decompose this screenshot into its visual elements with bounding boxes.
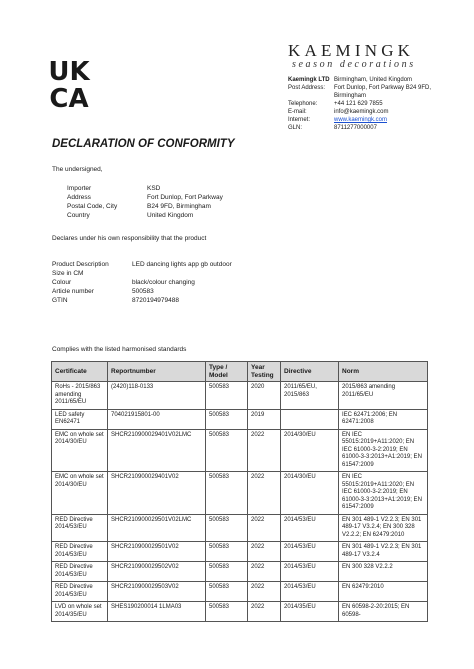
standards-table [51, 361, 428, 622]
table-cell: 2022 [248, 562, 281, 582]
table-cell: 500583 [206, 562, 248, 582]
column-header: Norm [339, 362, 428, 382]
table-cell: 2011/65/EU, 2015/863 [281, 382, 339, 410]
table-cell: 500583 [206, 582, 248, 602]
product-row-value: black/colour changing [132, 279, 195, 286]
table-row [52, 542, 428, 562]
contact-value: +44 121 629 7855 [334, 101, 383, 107]
table-cell: LED safety EN62471 [52, 409, 108, 429]
table-cell: EN 60598-2-20:2015; EN 60598- [339, 602, 428, 622]
contact-row [288, 100, 438, 108]
product-row [52, 287, 312, 296]
website-link[interactable]: www.kaemingk.com [334, 117, 388, 123]
product-row-value: 500583 [132, 288, 154, 295]
importer-row-value: Fort Dunlop, Fort Parkway [147, 194, 223, 201]
table-row [52, 514, 428, 542]
table-cell: 2022 [248, 542, 281, 562]
product-row-value: 8720194979488 [132, 297, 179, 304]
ukca-mark-icon [42, 56, 96, 110]
table-cell: SHCR210900029501V02 [108, 542, 206, 562]
contact-key: GLN: [288, 125, 303, 131]
table-cell: RED Directive 2014/53/EU [52, 542, 108, 562]
importer-row-key: Country [67, 212, 90, 219]
table-cell: 2022 [248, 514, 281, 542]
table-cell: RED Directive 2014/53/EU [52, 514, 108, 542]
table-cell: EN IEC 55015:2019+A11:2020; EN IEC 61000-3-2:2019; EN 61000-3-3:2013+A1:2019; EN 61547:2009 [339, 472, 428, 515]
importer-row [67, 193, 327, 202]
importer-row-value: KSD [147, 185, 161, 192]
contact-value: info@kaemingk.com [334, 109, 389, 115]
table-cell: 500583 [206, 429, 248, 472]
table-cell: 500583 [206, 542, 248, 562]
table-row [52, 602, 428, 622]
table-cell: 500583 [206, 514, 248, 542]
table-cell: LVD on whole set 2014/35/EU [52, 602, 108, 622]
table-cell: 2014/53/EU [281, 514, 339, 542]
table-row [52, 472, 428, 515]
importer-row-value: United Kingdom [147, 212, 194, 219]
table-cell: 2014/35/EU [281, 602, 339, 622]
product-row [52, 260, 312, 269]
table-cell: SHCR210900029401V02LMC [108, 429, 206, 472]
table-row [52, 562, 428, 582]
importer-row-key: Importer [67, 185, 92, 192]
table-cell: EN 300 328 V2.2.2 [339, 562, 428, 582]
table-cell: 2014/53/EU [281, 562, 339, 582]
product-row-key: GTIN [52, 297, 68, 304]
column-header: Certificate [52, 362, 108, 382]
table-cell: RED Directive 2014/53/EU [52, 582, 108, 602]
importer-row-key: Address [67, 194, 91, 201]
contact-row [288, 124, 438, 132]
company-brand: KAEMINGK [288, 41, 415, 60]
declares-text: Declares under his own responsibility that the product [52, 235, 207, 242]
contact-row [288, 84, 438, 100]
contact-value: Fort Dunlop, Fort Parkway B24 9FD, Birmingham [334, 85, 432, 99]
table-cell: 2022 [248, 429, 281, 472]
table-cell: 2019 [248, 409, 281, 429]
table-cell: 500583 [206, 602, 248, 622]
contact-row [288, 76, 438, 84]
table-cell: 2022 [248, 582, 281, 602]
importer-row [67, 211, 327, 220]
table-cell: EN 62479:2010 [339, 582, 428, 602]
table-row [52, 382, 428, 410]
table-cell: RoHs - 2015/863 amending 2011/65/EU [52, 382, 108, 410]
column-header: Directive [281, 362, 339, 382]
contact-row [288, 108, 438, 116]
table-cell: RED Directive 2014/53/EU [52, 562, 108, 582]
table-cell: 500583 [206, 472, 248, 515]
product-row-key: Product Description [52, 261, 109, 268]
table-cell: (2420)118-0133 [108, 382, 206, 410]
table-row [52, 582, 428, 602]
table-cell: 2014/53/EU [281, 542, 339, 562]
contact-row [288, 116, 438, 124]
product-row-key: Colour [52, 279, 72, 286]
table-cell: 2020 [248, 382, 281, 410]
product-row [52, 278, 312, 287]
table-row [52, 409, 428, 429]
table-cell: SHCR210900029501V02LMC [108, 514, 206, 542]
undersigned-text: The undersigned, [52, 166, 103, 173]
table-cell: 704021915801-00 [108, 409, 206, 429]
table-cell: 2014/30/EU [281, 472, 339, 515]
table-cell: EN IEC 55015:2019+A11:2020; EN IEC 61000-3-2:2019; EN 61000-3-3:2013+A1:2019; EN 61547:2009 [339, 429, 428, 472]
product-row-key: Article number [52, 288, 94, 295]
table-cell: 500583 [206, 382, 248, 410]
ukca-line-1: UK [48, 57, 90, 87]
column-header: Type / Model [206, 362, 248, 382]
importer-row-key: Postal Code, City [67, 203, 118, 210]
complies-text: Complies with the listed harmonised standards [52, 346, 187, 353]
contact-key: Internet: [288, 117, 311, 123]
table-cell: 2022 [248, 602, 281, 622]
table-cell: IEC 62471:2006; EN 62471:2008 [339, 409, 428, 429]
importer-row [67, 184, 327, 193]
table-cell: 2015/863 amending 2011/65/EU [339, 382, 428, 410]
importer-details [67, 184, 327, 220]
table-cell: SHES190200014 1LMA03 [108, 602, 206, 622]
contact-key: Kaemingk LTD [288, 77, 330, 83]
ukca-line-2: CA [49, 84, 89, 110]
contact-key: E-mail: [288, 109, 307, 115]
table-header-row [52, 362, 428, 382]
table-cell: SHCR210900029503V02 [108, 582, 206, 602]
table-row [52, 429, 428, 472]
table-cell: 2014/30/EU [281, 429, 339, 472]
company-tagline: season decorations [292, 59, 416, 70]
table-cell: EMC on whole set 2014/30/EU [52, 429, 108, 472]
product-row [52, 296, 312, 305]
product-row-key: Size in CM [52, 270, 84, 277]
table-cell: SHCR210900029401V02 [108, 472, 206, 515]
table-cell: 2022 [248, 472, 281, 515]
contact-value: 8711277000007 [334, 125, 377, 131]
contact-key: Post Address: [288, 85, 326, 91]
product-details [52, 260, 312, 305]
column-header: Year Testing [248, 362, 281, 382]
importer-row-value: B24 9FD, Birmingham [147, 203, 211, 210]
table-cell: EN 301 489-1 V2.2.3; EN 301 489-17 V3.2.4 [339, 542, 428, 562]
contact-value: Birmingham, United Kingdom [334, 77, 413, 83]
contact-key: Telephone: [288, 101, 318, 107]
product-row-value: LED dancing lights app gb outdoor [132, 261, 232, 268]
table-cell: SHCR210900029502V02 [108, 562, 206, 582]
document-title: DECLARATION OF CONFORMITY [52, 138, 235, 150]
table-cell: 500583 [206, 409, 248, 429]
table-cell: EMC on whole set 2014/30/EU [52, 472, 108, 515]
importer-row [67, 202, 327, 211]
table-cell: 2014/53/EU [281, 582, 339, 602]
product-row [52, 269, 312, 278]
column-header: Reportnumber [108, 362, 206, 382]
table-cell: EN 301 489-1 V2.2.3; EN 301 489-17 V3.2.4; EN 300 328 V2.2.2; EN 62479:2010 [339, 514, 428, 542]
company-contact [288, 76, 438, 132]
table-cell [281, 409, 339, 429]
